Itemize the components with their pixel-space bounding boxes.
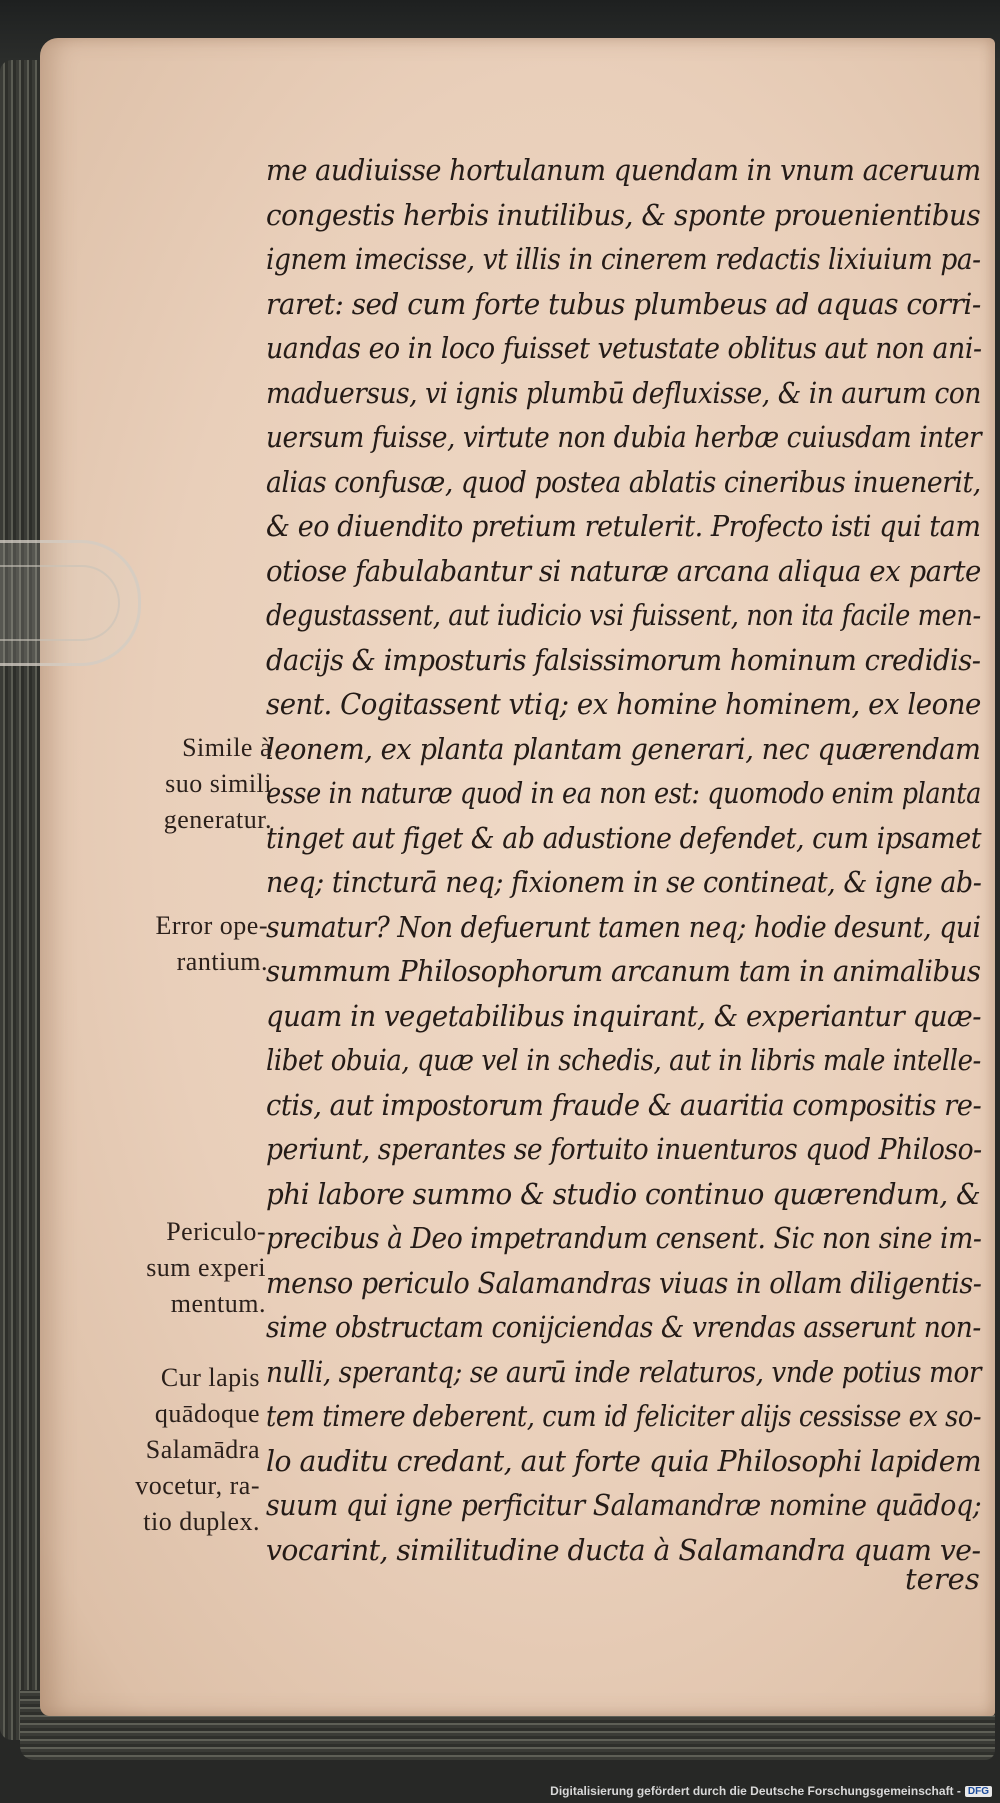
body-line: tinget aut figet & ab adustione defendet, cum ipsamet bbox=[266, 820, 982, 855]
body-line: me audiuisse hortulanum quendam in vnum aceruum bbox=[266, 153, 981, 187]
footer-credit: Digitalisierung gefördert durch die Deutsche Forschungsgemeinschaft - bbox=[550, 1784, 961, 1798]
body-line: quam in vegetabilibus inquirant, & experiantur quæ- bbox=[266, 998, 982, 1033]
body-line: alias confusæ, quod postea ablatis cineribus inuenerit, bbox=[266, 464, 981, 499]
margin-note-line: generatur. bbox=[163, 805, 272, 834]
body-line: periunt, sperantes se fortuito inuenturos quod Philoso- bbox=[266, 1132, 982, 1166]
body-line: leonem, ex planta plantam generari, nec quærendam bbox=[266, 731, 981, 766]
body-line: sime obstructam conijciendas & vrendas asserunt non- bbox=[266, 1310, 981, 1344]
body-line: otiose fabulabantur si naturæ arcana aliqua ex parte bbox=[266, 553, 981, 588]
margin-note-line: rantium. bbox=[176, 947, 268, 976]
margin-note-line: mentum. bbox=[170, 1289, 266, 1318]
margin-note-line: Salamādra bbox=[145, 1435, 260, 1464]
body-line: maduersus, vi ignis plumbū defluxisse, & in aurum con bbox=[266, 375, 981, 410]
margin-note-line: Simile à bbox=[182, 733, 272, 762]
catchword: teres bbox=[905, 1562, 980, 1596]
body-line: neq; tincturā neq; fixionem in se contineat, & igne ab- bbox=[266, 865, 982, 899]
margin-note-line: vocetur, ra- bbox=[135, 1471, 260, 1500]
body-line: esse in naturæ quod in ea non est: quomodo enim planta bbox=[266, 776, 981, 810]
body-line: degustassent, aut iudicio vsi fuissent, non ita facile men- bbox=[266, 598, 981, 632]
body-line: & eo diuendito pretium retulerit. Profecto isti qui tam bbox=[266, 509, 981, 543]
margin-note-line: Cur lapis bbox=[160, 1363, 260, 1392]
body-line: raret: sed cum forte tubus plumbeus ad aquas corri- bbox=[266, 286, 981, 321]
body-line: summum Philosophorum arcanum tam in animalibus bbox=[266, 954, 981, 988]
body-line: sumatur? Non defuerunt tamen neq; hodie desunt, qui bbox=[266, 909, 981, 944]
body-line: ignem imecisse, vt illis in cinerem redactis lixiuium pa- bbox=[266, 242, 981, 276]
margin-note-line: tio duplex. bbox=[143, 1507, 260, 1536]
body-line: precibus à Deo impetrandum censent. Sic non sine im- bbox=[266, 1221, 982, 1255]
body-line: ctis, aut impostorum fraude & auaritia compositis re- bbox=[266, 1087, 982, 1122]
margin-note-line: Error ope- bbox=[155, 911, 268, 940]
margin-note-line: sum experi bbox=[146, 1253, 266, 1282]
body-line: vocarint, similitudine ducta à Salamandra quam ve- bbox=[266, 1532, 981, 1567]
margin-note-error bbox=[88, 908, 268, 980]
body-line: congestis herbis inutilibus, & sponte prouenientibus bbox=[266, 197, 981, 232]
margin-note-simile bbox=[92, 730, 272, 838]
margin-note-periculosum bbox=[86, 1214, 266, 1322]
dfg-logo: DFG bbox=[965, 1786, 992, 1797]
body-line: libet obuia, quæ vel in schedis, aut in libris male intelle- bbox=[266, 1043, 981, 1077]
body-line: sent. Cogitassent vtiq; ex homine hominem, ex leone bbox=[266, 687, 981, 721]
margin-note-line: suo simili bbox=[165, 769, 272, 798]
body-line: nulli, sperantq; se aurū inde relaturos, vnde potius mor bbox=[266, 1354, 981, 1389]
margin-note-line: quādoque bbox=[154, 1399, 260, 1428]
body-line: dacijs & imposturis falsissimorum hominum credidis- bbox=[266, 642, 981, 677]
page-clip-inner bbox=[0, 565, 120, 641]
body-line: tem timere deberent, cum id feliciter alijs cessisse ex so- bbox=[266, 1399, 982, 1433]
body-line: uersum fuisse, virtute non dubia herbæ cuiusdam inter bbox=[266, 420, 982, 454]
body-line: phi labore summo & studio continuo quærendum, & bbox=[266, 1176, 981, 1211]
margin-note-cur-lapis bbox=[80, 1360, 260, 1540]
body-line: uandas eo in loco fuisset vetustate oblitus aut non ani- bbox=[266, 331, 982, 365]
body-line: suum qui igne perficitur Salamandræ nomine quādoq; bbox=[266, 1488, 982, 1522]
margin-note-line: Periculo- bbox=[166, 1217, 266, 1246]
body-line: menso periculo Salamandras viuas in ollam diligentis- bbox=[266, 1265, 982, 1300]
body-line: lo auditu credant, aut forte quia Philosophi lapidem bbox=[266, 1443, 982, 1478]
body-text bbox=[266, 148, 981, 1572]
digitization-footer bbox=[550, 1784, 992, 1798]
